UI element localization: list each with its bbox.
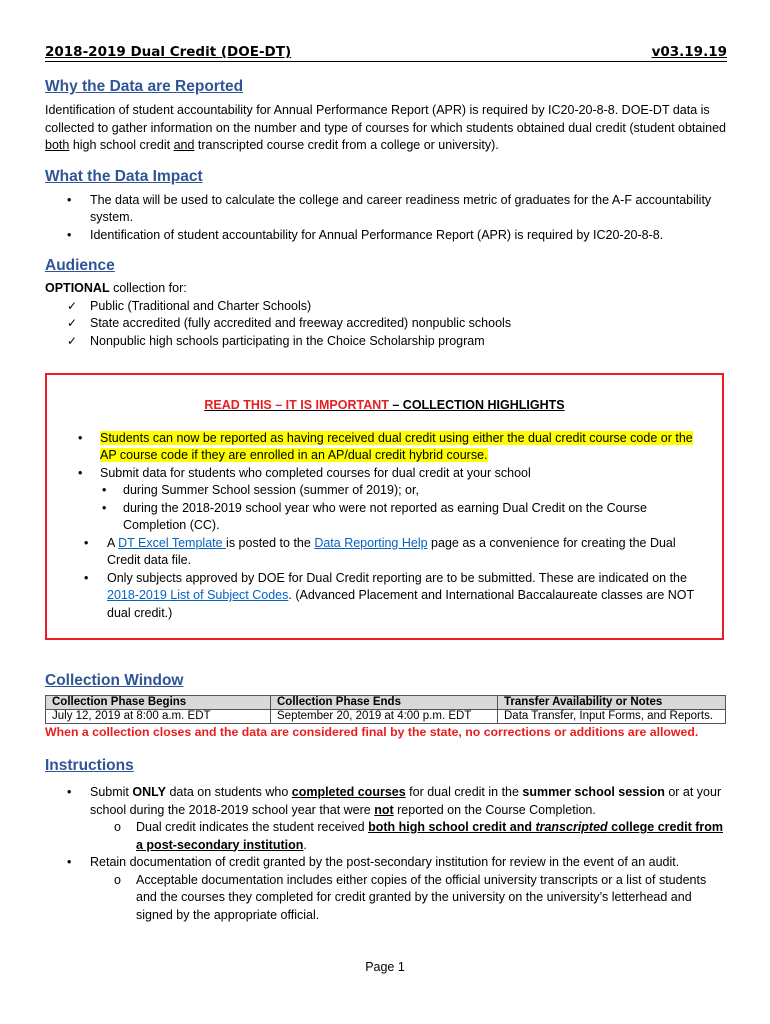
list-item: • during the 2018-2019 school year who were not reported as earning Dual Credit on the Course Completion (CC).	[102, 500, 647, 532]
table-cell: September 20, 2019 at 4:00 p.m. EDT	[271, 710, 498, 724]
impact-heading: What the Data Impact	[45, 167, 203, 185]
list-item: • Retain documentation of credit granted by the post-secondary institution for review in the event of an audit. o Acceptable documentation includes either copies of the official university transcripts or a list of students and the courses they completed for credit granted by the university on the university’s letterhead and signed by the appropriate official.	[45, 854, 727, 924]
check-icon: ✓	[67, 298, 78, 313]
column-header: Collection Phase Begins	[46, 696, 271, 710]
list-item: • Submit ONLY data on students who completed courses for dual credit in the summer school session or at your school during the 2018-2019 school year that were not reported on the Course Completion. o Dual credit indicates the student received both high school credit and transcripted college credit from a post-secondary institution.	[45, 784, 727, 854]
list-item: o Acceptable documentation includes either copies of the official university transcripts or a list of students and the courses they completed for credit granted by the university on the university’s letterhead and signed by the appropriate official.	[114, 872, 707, 922]
highlights-list	[47, 430, 722, 623]
table-cell: Data Transfer, Input Forms, and Reports.	[498, 710, 726, 724]
check-icon: ✓	[67, 333, 78, 348]
audience-intro: OPTIONAL collection for:	[45, 281, 187, 295]
list-item: • Identification of student accountability for Annual Performance Report (APR) is required by IC20-20-8-8.	[67, 227, 664, 242]
collection-window-heading: Collection Window	[45, 672, 184, 689]
why-body: Identification of student accountability for Annual Performance Report (APR) is required by IC20-20-8-8. DOE-DT data is collected to gather information on the number and type of courses for which students obtained dual credit (student obtained both high school credit and transcripted course credit from a college or university).	[45, 103, 726, 152]
page-number: Page 1	[365, 960, 405, 974]
subject-codes-link[interactable]: 2018-2019 List of Subject Codes	[107, 588, 289, 602]
list-item: • during Summer School session (summer of 2019); or,	[102, 483, 419, 497]
list-item: ✓ State accredited (fully accredited and freeway accredited) nonpublic schools	[45, 315, 727, 333]
list-item: ✓ Public (Traditional and Charter Schools)	[45, 298, 727, 316]
impact-list	[45, 192, 727, 245]
table-cell: July 12, 2019 at 8:00 a.m. EDT	[46, 710, 271, 724]
list-item: • Students can now be reported as having received dual credit using either the dual credit course code or the AP course code if they are enrolled in an AP/dual credit hybrid course.	[78, 430, 693, 462]
collection-window-table	[45, 695, 726, 724]
check-icon: ✓	[67, 316, 78, 330]
list-item: ✓ Nonpublic high schools participating in the Choice Scholarship program	[45, 333, 727, 351]
document-version: v03.19.19	[651, 44, 727, 60]
document-title: 2018-2019 Dual Credit (DOE-DT)	[45, 44, 292, 60]
audience-heading: Audience	[45, 257, 115, 274]
audience-list	[45, 298, 727, 351]
collection-warning: When a collection closes and the data are considered final by the state, no corrections or additions are allowed.	[45, 725, 699, 739]
list-item: • A DT Excel Template is posted to the Data Reporting Help page as a convenience for creating the Dual Credit data file.	[84, 535, 676, 567]
instructions-list	[45, 784, 727, 924]
dt-excel-template-link[interactable]: DT Excel Template	[118, 535, 227, 550]
table-header-row	[46, 696, 726, 710]
instructions-heading: Instructions	[45, 757, 134, 774]
page-header	[45, 44, 727, 62]
highlighted-text: Students can now be reported as having received dual credit using either the dual credit course code or the AP course code if they are enrolled in an AP/dual credit hybrid course.	[100, 430, 693, 462]
list-item: • Only subjects approved by DOE for Dual Credit reporting are to be submitted. These are indicated on the 2018-2019 List of Subject Codes. (Advanced Placement and International Baccalaureate classes are NOT dual credit.)	[84, 570, 694, 620]
list-item: • Submit data for students who completed courses for dual credit at your school • during Summer School session (summer of 2019); or, • during the 2018-2019 school year who were not reported as earning Dual Credit on the Course Completion (CC).	[47, 465, 702, 535]
column-header: Transfer Availability or Notes	[498, 696, 726, 710]
column-header: Collection Phase Ends	[271, 696, 498, 710]
list-item: o Dual credit indicates the student received both high school credit and transcripted college credit from a post-secondary institution.	[114, 820, 723, 852]
data-reporting-help-link[interactable]: Data Reporting Help	[314, 535, 428, 550]
why-heading: Why the Data are Reported	[45, 78, 244, 95]
table-row	[46, 710, 726, 724]
highlights-title: READ THIS – IT IS IMPORTANT – COLLECTION HIGHLIGHTS	[204, 398, 565, 412]
collection-highlights-box	[45, 373, 724, 640]
list-item: • The data will be used to calculate the college and career readiness metric of graduates for the A-F accountability system.	[67, 192, 712, 224]
